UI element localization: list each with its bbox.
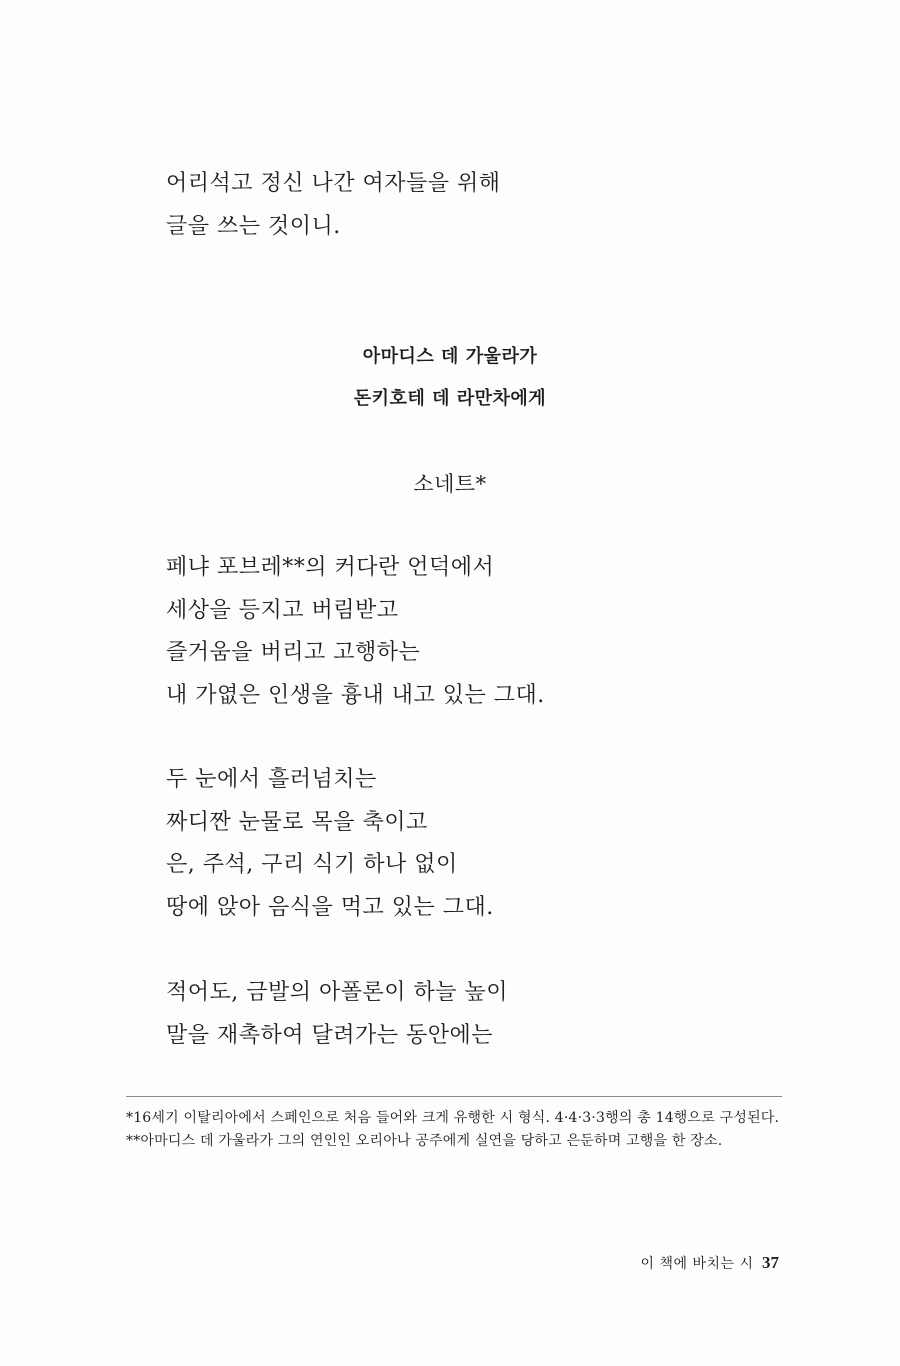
verse-line: 세상을 등지고 버림받고 (166, 597, 399, 623)
stanza (166, 547, 545, 717)
poem-title: 소네트* (413, 472, 487, 496)
dedication-heading-line: 아마디스 데 가울라가 (362, 346, 538, 367)
footnotes (126, 1107, 786, 1153)
verse-line: 은, 주석, 구리 식기 하나 없이 (166, 852, 458, 877)
page-number: 37 (762, 1253, 779, 1272)
running-title: 이 책에 바치는 시 (640, 1256, 754, 1272)
verse-line: 말을 재촉하여 달려가는 동안에는 (166, 1022, 494, 1048)
page-footer (641, 1253, 779, 1273)
verse-line: 페냐 포브레**의 커다란 언덕에서 (166, 555, 495, 580)
verse-line: 즐거움을 버리고 고행하는 (166, 640, 421, 665)
footnote: **아마디스 데 가울라가 그의 연인인 오리아나 공주에게 실연을 당하고 은둔하며 고행을 한 장소. (126, 1133, 723, 1149)
verse-line: 글을 쓰는 것이니. (166, 213, 341, 239)
verse-line: 땅에 앉아 음식을 먹고 있는 그대. (166, 894, 494, 920)
verse-line: 적어도, 금발의 아폴론이 하늘 높이 (166, 980, 508, 1005)
intro-stanza (166, 163, 501, 248)
footnote-divider (126, 1096, 782, 1097)
verse-line: 어리석고 정신 나간 여자들을 위해 (166, 171, 501, 196)
verse-line: 두 눈에서 흘러넘치는 (166, 767, 377, 792)
stanza (166, 972, 508, 1057)
verse-line: 내 가엾은 인생을 흉내 내고 있는 그대. (166, 682, 545, 708)
footnote: *16세기 이탈리아에서 스페인으로 처음 들어와 크게 유행한 시 형식. 4·4·3·3행의 총 14행으로 구성된다. (126, 1110, 780, 1126)
stanza (166, 759, 494, 929)
verse-line: 짜디짠 눈물로 목을 축이고 (166, 809, 428, 835)
dedication-heading-line: 돈키호테 데 라만차에게 (353, 388, 547, 409)
